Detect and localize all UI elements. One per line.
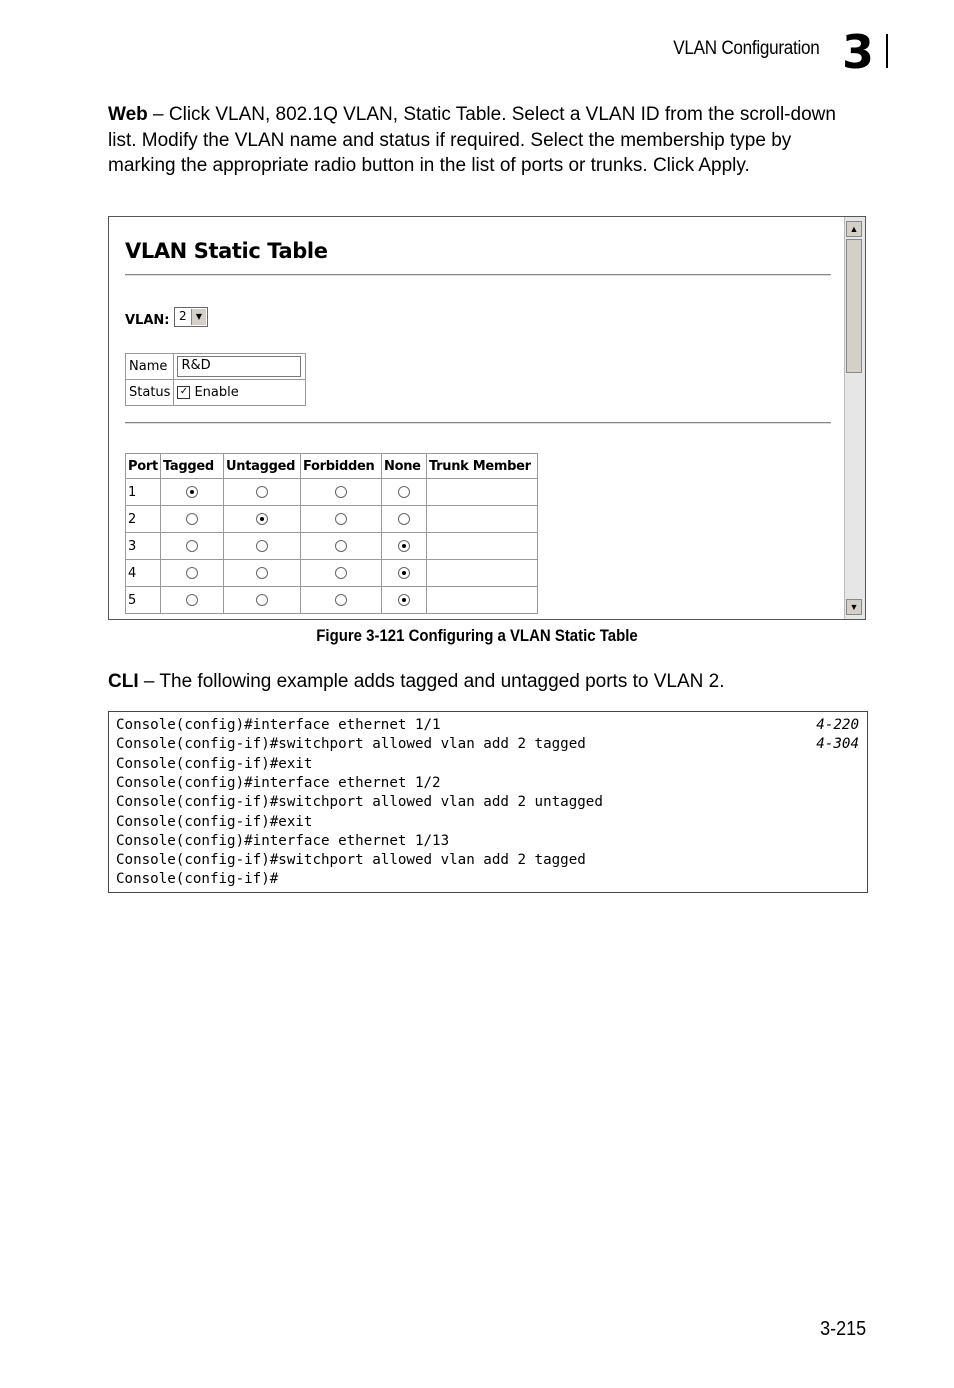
scroll-up-icon[interactable]: ▲ (846, 221, 862, 237)
column-header: Forbidden (301, 454, 382, 479)
port-membership-table (125, 453, 538, 614)
port-number: 1 (126, 479, 161, 506)
trunk-member-cell (427, 479, 538, 506)
code-line: Console(config-if)#switchport allowed vlan add 2 tagged (116, 736, 586, 753)
table-row (126, 587, 538, 614)
radio-tagged[interactable] (186, 594, 198, 606)
table-row (126, 506, 538, 533)
table-row (126, 560, 538, 587)
cli-instructions (108, 669, 868, 695)
port-number: 5 (126, 587, 161, 614)
title-divider (125, 274, 831, 276)
name-status-table (125, 353, 306, 406)
radio-untagged[interactable] (256, 486, 268, 498)
trunk-member-cell (427, 587, 538, 614)
radio-forbidden[interactable] (335, 594, 347, 606)
table-row (126, 479, 538, 506)
chevron-down-icon[interactable]: ▼ (191, 309, 206, 325)
scrollbar-thumb[interactable] (846, 239, 862, 373)
column-header: Trunk Member (427, 454, 538, 479)
trunk-member-cell (427, 506, 538, 533)
trunk-member-cell (427, 533, 538, 560)
code-line: Console(config-if)#switchport allowed vlan add 2 tagged (116, 852, 586, 869)
port-number: 3 (126, 533, 161, 560)
chapter-number: 3 (842, 25, 875, 79)
code-line: Console(config-if)#switchport allowed vlan add 2 untagged (116, 794, 603, 811)
radio-untagged[interactable] (256, 567, 268, 579)
enable-label: Enable (194, 385, 239, 400)
figure-caption: Figure 3-121 Configuring a VLAN Static Table (316, 626, 638, 645)
code-line: Console(config-if)# (116, 871, 279, 888)
radio-none[interactable] (398, 486, 410, 498)
code-line: Console(config)#interface ethernet 1/2 (116, 774, 441, 791)
code-line: Console(config-if)#exit (116, 755, 313, 772)
vlan-label: VLAN: (125, 313, 170, 328)
page-title: VLAN Static Table (125, 239, 328, 263)
enable-checkbox[interactable]: ✓ (177, 386, 190, 399)
radio-tagged[interactable] (186, 540, 198, 552)
vlan-select-value: 2 (179, 309, 187, 323)
radio-untagged[interactable] (256, 540, 268, 552)
trunk-member-cell (427, 560, 538, 587)
web-text: – Click VLAN, 802.1Q VLAN, Static Table. Select a VLAN ID from the scroll-down list. Modify the VLAN name and status if required. Select the membership type by marking the appropriate radio button in the list of ports or trunks. Click Apply. (108, 104, 836, 176)
code-line: Console(config)#interface ethernet 1/1 (116, 717, 441, 733)
code-line: Console(config-if)#exit (116, 813, 313, 830)
cli-code-block (108, 711, 868, 893)
radio-tagged[interactable] (186, 513, 198, 525)
radio-tagged[interactable] (186, 567, 198, 579)
radio-none[interactable] (398, 567, 410, 579)
radio-none[interactable] (398, 540, 410, 552)
column-header: Tagged (161, 454, 224, 479)
section-divider (125, 422, 831, 424)
vertical-scrollbar[interactable] (844, 217, 865, 619)
name-label: Name (126, 354, 174, 380)
radio-none[interactable] (398, 594, 410, 606)
radio-forbidden[interactable] (335, 567, 347, 579)
code-line: Console(config)#interface ethernet 1/13 (116, 832, 450, 849)
column-header: Untagged (224, 454, 301, 479)
radio-none[interactable] (398, 513, 410, 525)
radio-tagged[interactable] (186, 486, 198, 498)
radio-forbidden[interactable] (335, 513, 347, 525)
vlan-select[interactable] (174, 307, 208, 327)
cli-lead: CLI (108, 671, 139, 692)
header-rule (886, 34, 888, 68)
radio-forbidden[interactable] (335, 486, 347, 498)
web-instructions (108, 102, 848, 179)
vlan-static-table-screenshot (108, 216, 866, 620)
port-number: 4 (126, 560, 161, 587)
port-number: 2 (126, 506, 161, 533)
command-reference: 4-304 (816, 736, 859, 753)
cli-text: – The following example adds tagged and untagged ports to VLAN 2. (138, 671, 725, 692)
radio-untagged[interactable] (256, 594, 268, 606)
table-row (126, 533, 538, 560)
scroll-down-icon[interactable]: ▼ (846, 599, 862, 615)
name-input[interactable]: R&D (177, 356, 301, 377)
section-title: VLAN Configuration (673, 38, 820, 59)
command-reference: 4-220 (816, 717, 859, 733)
column-header: Port (126, 454, 161, 479)
page-number: 3-215 (819, 1318, 866, 1340)
web-lead: Web (108, 104, 148, 125)
radio-forbidden[interactable] (335, 540, 347, 552)
radio-untagged[interactable] (256, 513, 268, 525)
column-header: None (382, 454, 427, 479)
status-label: Status (126, 380, 174, 406)
